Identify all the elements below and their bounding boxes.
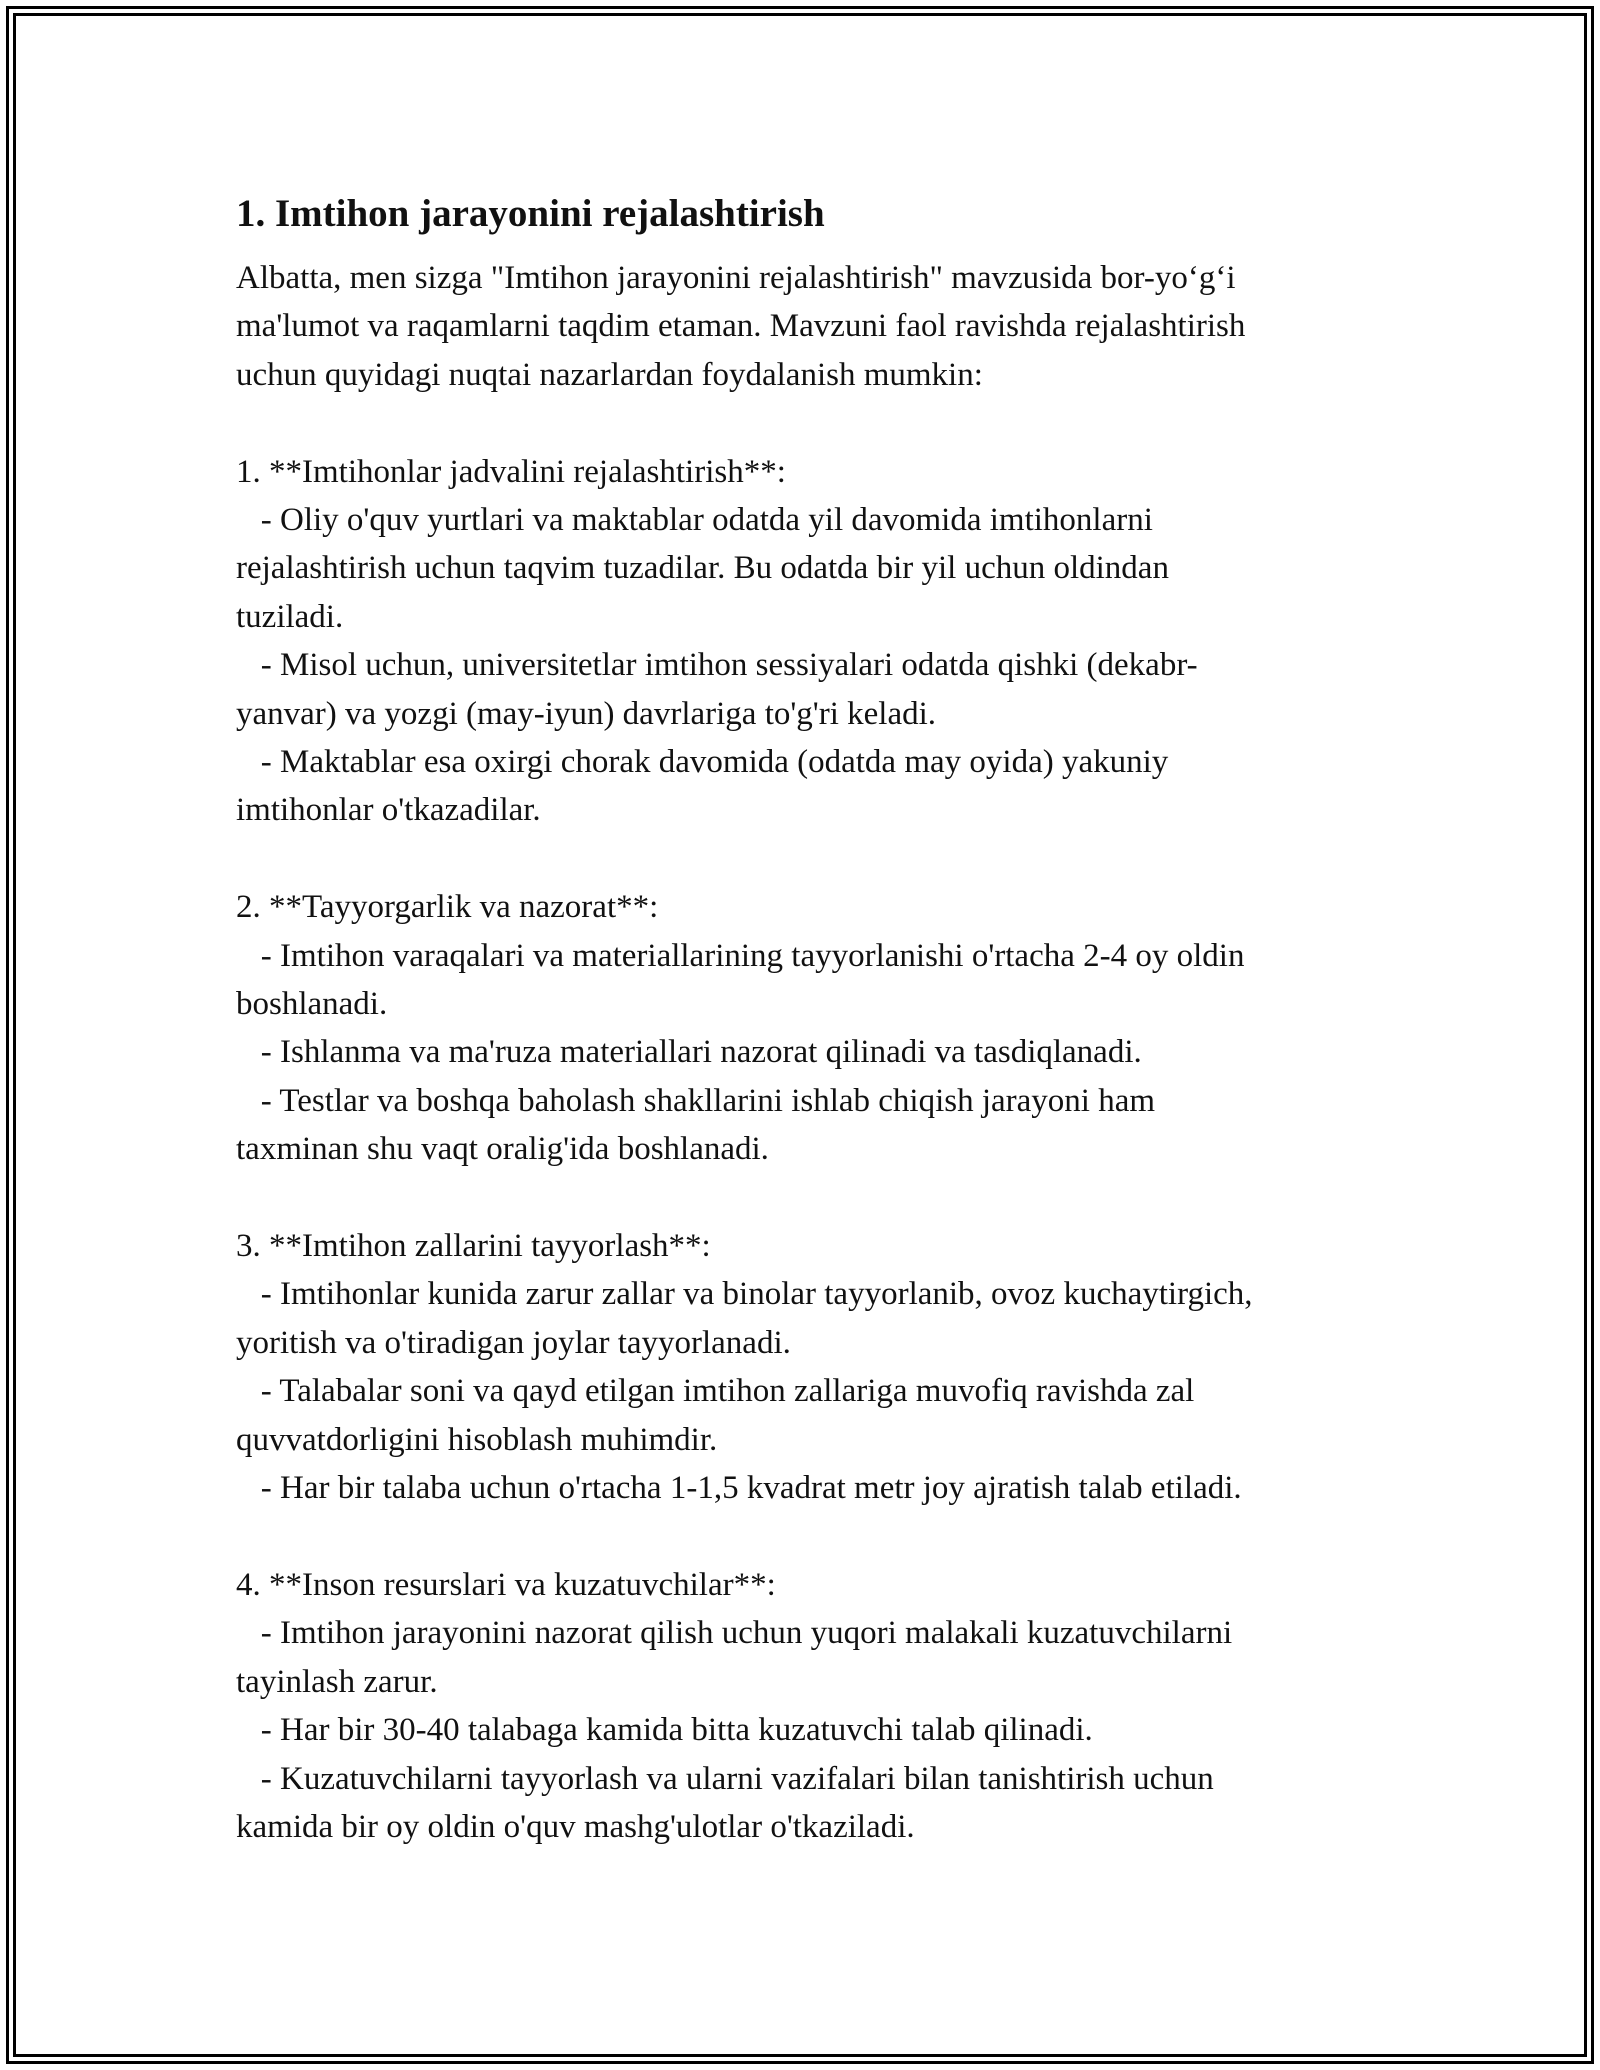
section-1: 1. **Imtihonlar jadvalini rejalashtirish**: - Oliy o'quv yurtlari va maktablar odatda yil davomida imtihonlarni rejalashtirish uchun taqvim tuzadilar. Bu odatda bir yil uchun oldindan tuziladi. - Misol uchun, universitetlar imtihon sessiyalari odatda qishki (dekabr- yanvar) va yozgi (may-iyun) davrlariga to'g'ri keladi. - Maktablar esa oxirgi chorak davomida (odatda may oyida) yakuniy imtihonlar o'tkazadilar. (236, 453, 1198, 829)
document-body (236, 186, 1376, 1851)
section-4: 4. **Inson resurslari va kuzatuvchilar**: - Imtihon jarayonini nazorat qilish uchun yuqori malakali kuzatuvchilarni tayinlash zarur. - Har bir 30-40 talabaga kamida bitta kuzatuvchi talab qilinadi. - Kuzatuvchilarni tayyorlash va ularni vazifalari bilan tanishtirish uchun kamida bir oy oldin o'quv mashg'ulotlar o'tkaziladi. (236, 1566, 1233, 1845)
intro-paragraph: Albatta, men sizga "Imtihon jarayonini rejalashtirish" mavzusida bor-yo‘g‘i ma'lumot va raqamlarni taqdim etaman. Mavzuni faol ravishda rejalashtirish uchun quyidagi nuqtai nazarlardan foydalanish mumkin: (236, 260, 1246, 393)
document-heading: 1. Imtihon jarayonini rejalashtirish (236, 192, 825, 235)
section-3: 3. **Imtihon zallarini tayyorlash**: - Imtihonlar kunida zarur zallar va binolar tayyorlanib, ovoz kuchaytirgich, yoritish va o'tiradigan joylar tayyorlanadi. - Talabalar soni va qayd etilgan imtihon zallariga muvofiq ravishda zal quvvatdorligini hisoblash muhimdir. - Har bir talaba uchun o'rtacha 1-1,5 kvadrat metr joy ajratish talab etiladi. (236, 1228, 1253, 1507)
section-2: 2. **Tayyorgarlik va nazorat**: - Imtihon varaqalari va materiallarining tayyorlanishi o'rtacha 2-4 oy oldin boshlanadi. - Ishlanma va ma'ruza materiallari nazorat qilinadi va tasdiqlanadi. - Testlar va boshqa baholash shakllarini ishlab chiqish jarayoni ham taxminan shu vaqt oralig'ida boshlanadi. (236, 889, 1245, 1168)
